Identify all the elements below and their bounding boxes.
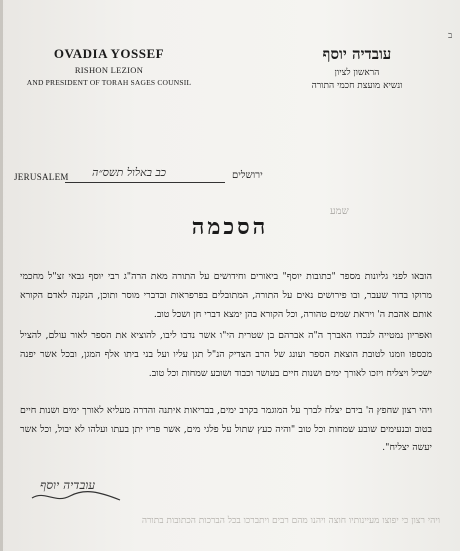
- page-left-edge: [0, 0, 3, 551]
- body-paragraph-2: ואפריון נמטייה לנכדו האברך ה"ה אברהם בן שטרית הי"ו אשר נדבו ליבו, להוציא את הספר לאור עולם, להציל מכספו וזמנו לטובת הוצאת הספר ועונג של הרב הצדיק הנ"ל תגן עליו ועל בני ביתו אלף המגן, ובכל אשר יפנה ישכיל ויצליח ויזכו לאורך ימים ושנות חיים בעושר וכבוד ושובע שמחות וכל טוב.: [20, 330, 432, 379]
- corner-mark: ב: [448, 31, 453, 41]
- signature: עובדיה יוסף: [40, 478, 96, 492]
- body-paragraph-3: ויהי רצון שחפץ ה' בידם יצלח לברך על המוגמר בקרב ימים, בבריאות איתנה והדרה מעליא לאורך ימים ושנות חיים בטוב ובנעימים שובע שמחות וכל טוב "והיה כעץ שתול על פלגי מים, אשר פריו יתן בעתו ועלהו לא יבול, וכל אשר יעשה יצליח".: [20, 404, 432, 454]
- signature-flourish: [30, 488, 122, 506]
- letterhead-hebrew-name: עובדיה יוסף: [322, 45, 392, 63]
- letterhead-hebrew: [282, 45, 432, 91]
- handwritten-date: כב באלול תשס״ה: [92, 166, 167, 179]
- date-line: [65, 182, 225, 183]
- letterhead-hebrew-title: הראשון לציון: [334, 68, 380, 78]
- bleed-through-text-bottom: ויהי רצון כי יפוצו מעיינותיו חוצה ויהנו מהם רבים ויתברכו בכל הברכות הכתובות בתורה: [141, 516, 440, 526]
- letterhead-english-name: OVADIA YOSSEF: [53, 46, 165, 61]
- letterhead-english-title: RISHON LEZION: [74, 65, 144, 75]
- bleed-through-text-top: שמע: [330, 206, 349, 217]
- letter-title: הסכמה: [191, 214, 269, 240]
- body-paragraph-1: הובאו לפני גליונות מספר "כתובות יוסף" ביאורים וחידושים על התורה מאת הרה"ג רבי יוסף גבאי זצ"ל מחכמי מרוקו בדור שעבר, ובו פירושים נאים על התורה, המתובלים בפרפראות ובדברי מוסר ותוכן, הנקנה לאדם הקורא אותם אהבת ה' ויראת שמים טהורה, וכל הקורא בהן ימצא דברי חן ושכל טוב.: [20, 271, 432, 320]
- letter-body: [20, 268, 432, 458]
- place-hebrew: ירושלים: [232, 170, 263, 181]
- letterhead-english-subtitle: AND PRESIDENT OF TORAH SAGES COUNSIL: [26, 78, 192, 87]
- place-english: JERUSALEM: [14, 172, 69, 182]
- letterhead-hebrew-subtitle: ונשיא מועצת חכמי התורה: [311, 81, 403, 91]
- letterhead-english: [14, 46, 204, 87]
